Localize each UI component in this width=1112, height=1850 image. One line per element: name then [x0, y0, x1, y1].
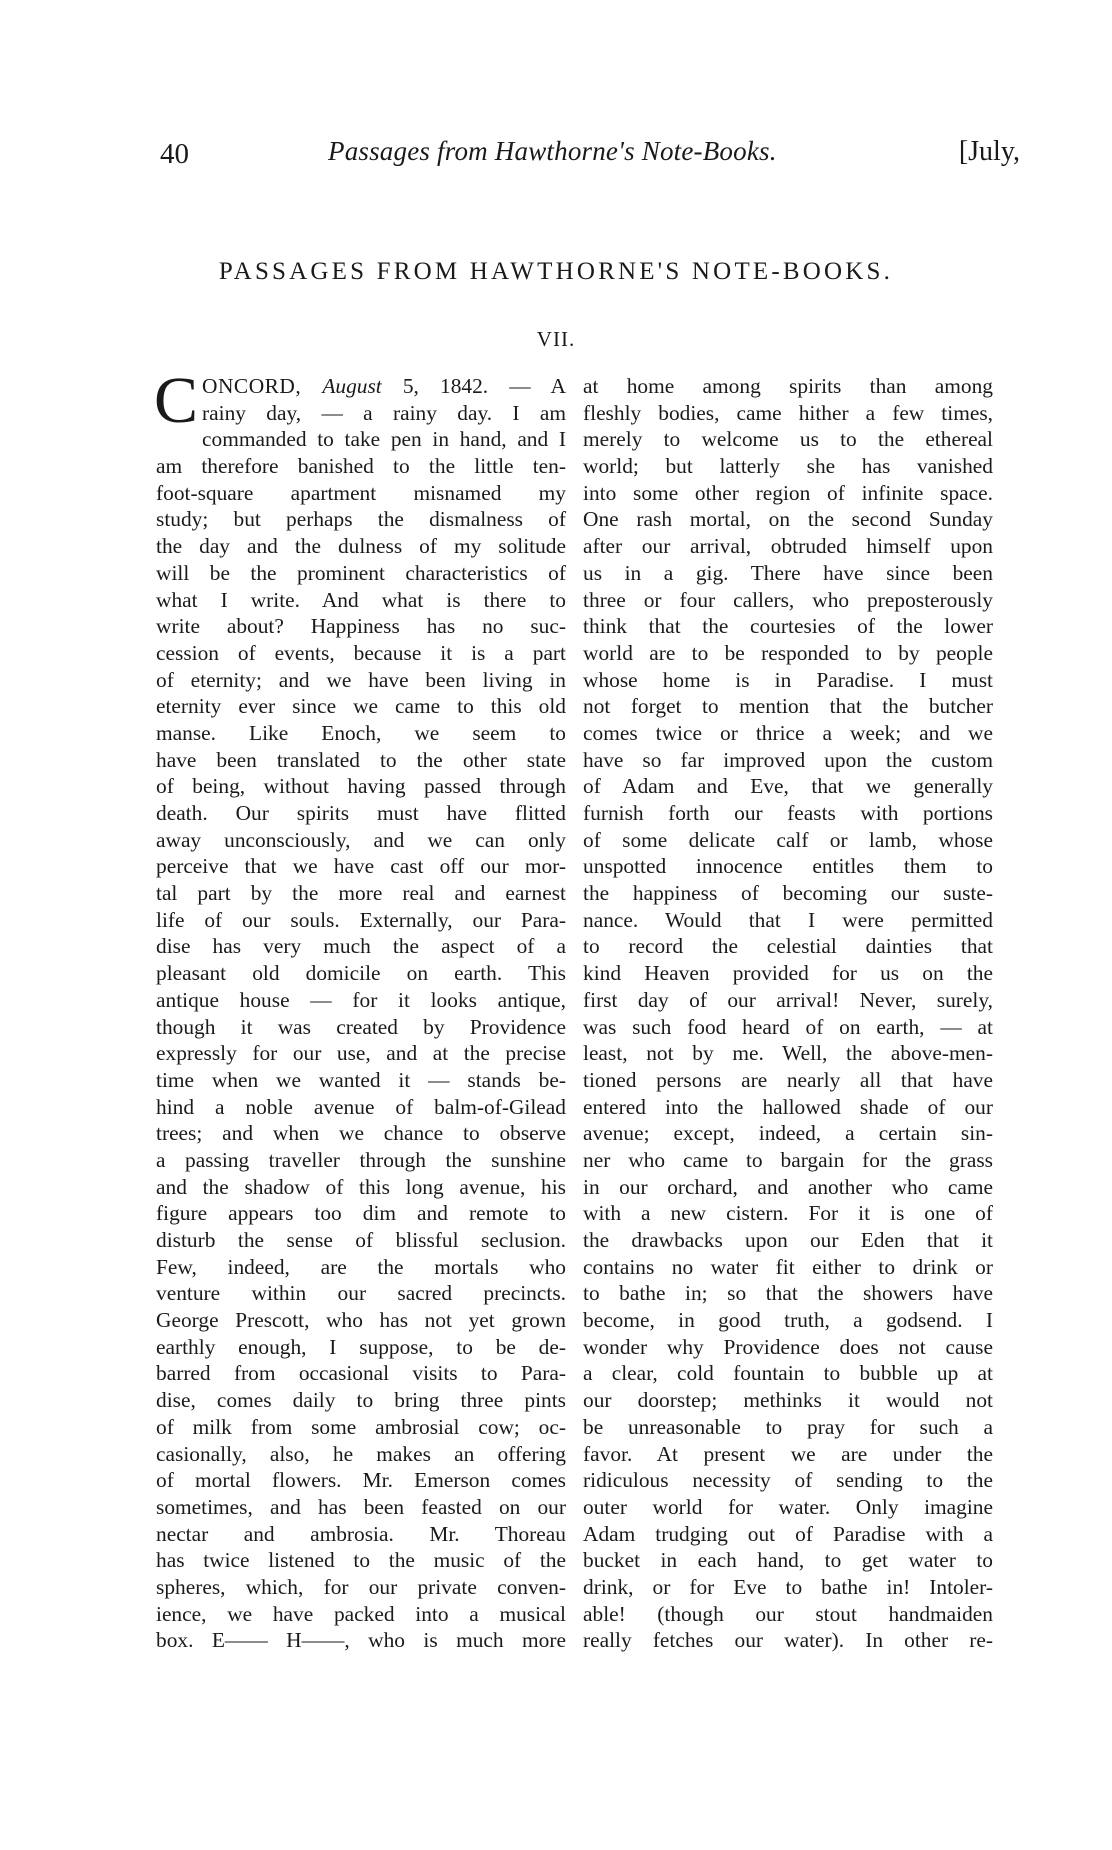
right-column-lines	[583, 373, 993, 1654]
text-line: life of our souls. Externally, our Para-	[156, 907, 566, 932]
text-line: tioned persons are nearly all that have	[583, 1067, 993, 1092]
text-line: sometimes, and has been feasted on our	[156, 1494, 566, 1519]
text-line: wonder why Providence does not cause	[583, 1334, 993, 1359]
text-line: have so far improved upon the custom	[583, 747, 993, 772]
text-line: become, in good truth, a godsend. I	[583, 1308, 993, 1333]
text-line: nectar and ambrosia. Mr. Thoreau	[156, 1521, 566, 1546]
text-line: rainy day, — a rainy day. I am	[202, 400, 566, 425]
text-line: world are to be responded to by people	[583, 640, 993, 665]
text-line: foot-square apartment misnamed my	[156, 480, 566, 505]
text-line: cession of events, because it is a part	[156, 640, 566, 665]
text-line: able! (though our stout handmaiden	[583, 1601, 993, 1626]
left-column-lines	[156, 400, 566, 1654]
running-head	[160, 130, 1020, 170]
text-line: avenue; except, indeed, a certain sin-	[583, 1121, 993, 1146]
text-line: ner who came to bargain for the grass	[583, 1147, 993, 1172]
text-line: of some delicate calf or lamb, whose	[583, 827, 993, 852]
text-line: and the shadow of this long avenue, his	[156, 1174, 566, 1199]
text-line: dise, comes daily to bring three pints	[156, 1388, 566, 1413]
text-line: manse. Like Enoch, we seem to	[156, 720, 566, 745]
text-line: first day of our arrival! Never, surely,	[583, 987, 993, 1012]
text-line: of being, without having passed through	[156, 774, 566, 799]
text-line: has twice listened to the music of the	[156, 1548, 566, 1573]
text-line: really fetches our water). In other re-	[583, 1628, 993, 1653]
text-line: after our arrival, obtruded himself upon	[583, 534, 993, 559]
text-line: of eternity; and we have been living in	[156, 667, 566, 692]
text-line: am therefore banished to the little ten-	[156, 454, 566, 479]
text-line: hind a noble avenue of balm-of-Gilead	[156, 1094, 566, 1119]
text-line: dise has very much the aspect of a	[156, 934, 566, 959]
text-line: into some other region of infinite space.	[583, 480, 993, 505]
article-title: PASSAGES FROM HAWTHORNE'S NOTE-BOOKS.	[218, 258, 894, 285]
text-line: in our orchard, and another who came	[583, 1174, 993, 1199]
text-line: away unconsciously, and we can only	[156, 827, 566, 852]
text-line: venture within our sacred precincts.	[156, 1281, 566, 1306]
text-line: furnish forth our feasts with portions	[583, 801, 993, 825]
text-line: at home among spirits than among	[583, 374, 993, 398]
text-line: will be the prominent characteristics of	[156, 560, 566, 585]
text-line: world; but latterly she has vanished	[583, 454, 993, 479]
text-line: favor. At present we are under the	[583, 1441, 993, 1466]
running-month: [July,	[958, 136, 1020, 167]
text-line: of Adam and Eve, that we generally	[583, 774, 993, 799]
opening-line: ONCORD, August 5, 1842. — A	[202, 374, 566, 398]
text-line: the happiness of becoming our suste-	[583, 881, 993, 906]
text-line: casionally, also, he makes an offering	[156, 1441, 566, 1466]
page-number: 40	[160, 138, 189, 170]
text-line: outer world for water. Only imagine	[583, 1494, 993, 1519]
text-line: not forget to mention that the butcher	[583, 694, 993, 719]
text-line: figure appears too dim and remote to	[156, 1201, 566, 1226]
text-line: ience, we have packed into a musical	[156, 1601, 566, 1626]
drop-cap: C	[154, 364, 199, 437]
text-line: be unreasonable to pray for such a	[583, 1414, 993, 1439]
text-line: unspotted innocence entitles them to	[583, 854, 993, 879]
running-title: Passages from Hawthorne's Note-Books.	[328, 136, 777, 166]
text-line: have been translated to the other state	[156, 747, 566, 772]
text-line: comes twice or thrice a week; and we	[583, 720, 993, 745]
text-line: box. E—— H——, who is much more	[156, 1628, 566, 1653]
text-line: whose home is in Paradise. I must	[583, 667, 993, 692]
text-line: commanded to take pen in hand, and I	[202, 427, 566, 452]
text-line: merely to welcome us to the ethereal	[583, 427, 993, 452]
text-line: the drawbacks upon our Eden that it	[583, 1228, 993, 1252]
text-line: of mortal flowers. Mr. Emerson comes	[156, 1468, 566, 1493]
text-line: pleasant old domicile on earth. This	[156, 961, 566, 986]
text-line: fleshly bodies, came hither a few times,	[583, 400, 993, 425]
text-line: our doorstep; methinks it would not	[583, 1388, 993, 1413]
text-line: study; but perhaps the dismalness of	[156, 507, 566, 532]
text-line: disturb the sense of blissful seclusion.	[156, 1228, 566, 1252]
text-line: time when we wanted it — stands be-	[156, 1067, 566, 1092]
text-line: One rash mortal, on the second Sunday	[583, 507, 993, 532]
left-column	[154, 364, 566, 1654]
text-line: least, not by me. Well, the above-men-	[583, 1041, 993, 1066]
text-line: drink, or for Eve to bathe in! Intoler-	[583, 1574, 993, 1599]
text-line: nance. Would that I were permitted	[583, 907, 993, 932]
text-line: three or four callers, who preposterously	[583, 587, 993, 612]
text-line: eternity ever since we came to this old	[156, 694, 566, 719]
text-line: expressly for our use, and at the precise	[156, 1041, 566, 1066]
text-line: to bathe in; so that the showers have	[583, 1281, 993, 1306]
text-line: earthly enough, I suppose, to be de-	[156, 1334, 566, 1359]
text-line: a clear, cold fountain to bubble up at	[583, 1361, 993, 1386]
text-line: bucket in each hand, to get water to	[583, 1548, 993, 1573]
text-line: George Prescott, who has not yet grown	[156, 1308, 566, 1333]
text-line: to record the celestial dainties that	[583, 934, 993, 959]
right-column	[583, 373, 993, 1654]
text-line: entered into the hallowed shade of our	[583, 1094, 993, 1119]
text-line: kind Heaven provided for us on the	[583, 961, 993, 986]
text-line: what I write. And what is there to	[156, 587, 566, 612]
text-line: barred from occasional visits to Para-	[156, 1361, 566, 1386]
text-line: contains no water fit either to drink or	[583, 1254, 993, 1279]
text-line: was such food heard of on earth, — at	[583, 1014, 993, 1039]
text-line: though it was created by Providence	[156, 1014, 566, 1039]
text-line: of milk from some ambrosial cow; oc-	[156, 1414, 566, 1439]
text-line: think that the courtesies of the lower	[583, 614, 993, 639]
text-line: a passing traveller through the sunshine	[156, 1147, 566, 1172]
text-line: Few, indeed, are the mortals who	[156, 1254, 566, 1279]
text-line: with a new cistern. For it is one of	[583, 1201, 993, 1226]
section-number: VII.	[536, 327, 576, 351]
text-line: antique house — for it looks antique,	[156, 987, 566, 1012]
text-line: trees; and when we chance to observe	[156, 1121, 566, 1146]
text-line: spheres, which, for our private conven-	[156, 1574, 566, 1599]
text-line: perceive that we have cast off our mor-	[156, 854, 566, 879]
text-line: tal part by the more real and earnest	[156, 881, 566, 906]
text-line: ridiculous necessity of sending to the	[583, 1468, 993, 1493]
text-line: the day and the dulness of my solitude	[156, 534, 566, 559]
text-line: Adam trudging out of Paradise with a	[583, 1521, 993, 1546]
text-line: write about? Happiness has no suc-	[156, 614, 566, 639]
text-line: us in a gig. There have since been	[583, 560, 993, 585]
text-line: death. Our spirits must have flitted	[156, 801, 566, 825]
